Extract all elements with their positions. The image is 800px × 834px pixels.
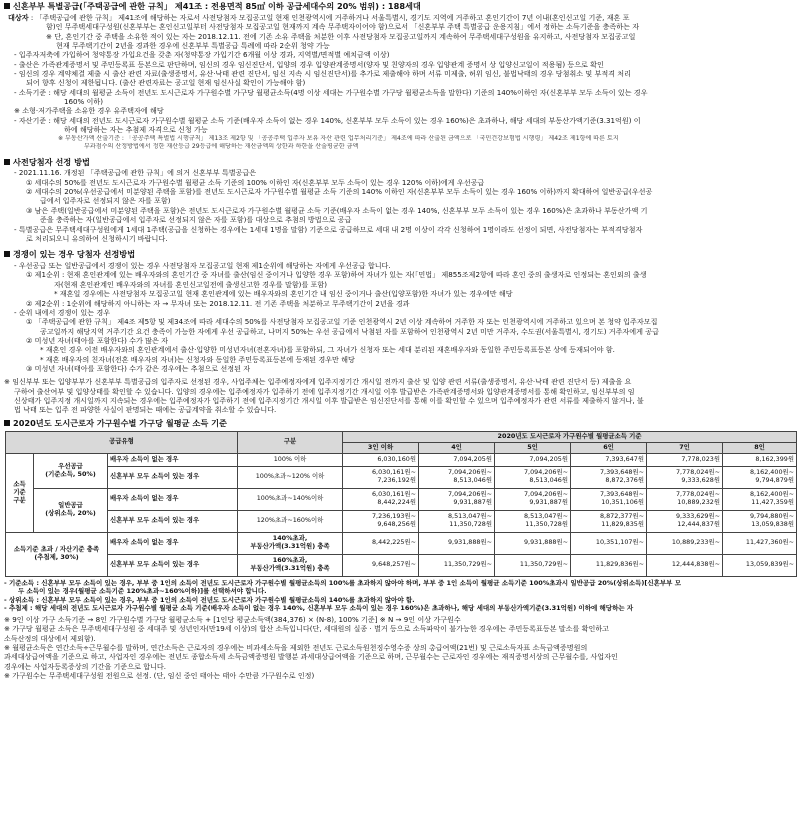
cell-value: 11,427,360원~ — [723, 532, 797, 554]
final-note: ※ 월평균소득은 연간소득÷근무월수를 말하며, 연간소득은 근로자의 경우에는 비과세소득을 제외한 전년도 근로소득원천징수영수증 상의 총급여액(21번) 및 근로소득자표 소득금액증명원의 — [4, 643, 588, 653]
method-line: 준을 충족하는 자(일반공급에서 입주자로 선정되지 않은 자를 포함)를 대상으로 추첨의 방법으로 공급 — [40, 215, 352, 225]
compete-line: * 재혼 배우자의 친자녀(전혼 배우자의 자녀)는 신청자와 동일한 주민등록표등본에 등재된 경우만 해당 — [40, 354, 355, 364]
square-bullet-icon — [4, 3, 10, 9]
final-note: ※ 가구원수는 무주택세대구성원 전원으로 선정. (단, 임신 중인 태아는 태아 수만큼 가구원수로 인정) — [4, 671, 315, 681]
header-size: 7인 — [647, 442, 723, 453]
rule-line: 하에 해당하는 자는 추첨제 자격으로 신청 가능 — [64, 125, 208, 135]
table-row — [6, 510, 797, 532]
notice-line: 구하여 출산여부 및 입양상태를 확인할 수 있습니다. 입양의 경우에는 입주예정자가 입주하기 전에 입주지정기간 개시일 이후 발급받은 가족관계증명서와 입양관계증명서를 통해 확인하고, 임신부부의 임 — [14, 386, 635, 396]
compete-line: ③ 미성년 자녀(태아를 포함한다) 수가 같은 경우에는 추첨으로 선정된 자 — [26, 364, 251, 374]
cell-range: 100%초과~120% 이하 — [238, 466, 343, 488]
cell-value: 9,794,880원~ 13,059,838원 — [723, 510, 797, 532]
cell-value: 12,444,838원~ — [647, 554, 723, 576]
rule-line: 되어 향후 신청이 제한됩니다. (출산 관련자료는 공고일 현재 임신사실 확인이 가능해야 함) — [26, 78, 306, 88]
cell-value: 9,648,257원~ — [343, 554, 419, 576]
rule-line: - 임신의 경우 계약체결 제출 시 출산 관련 자료(출생증명서, 유산·낙태 관련 진단서, 임신 지속 시 임신진단서)를 추가로 제출해야 하며 서류 미제출, 허위 임신, 불법낙태의 경우 당첨취소 및 부적격 처리 — [14, 68, 631, 78]
cell-who: 배우자 소득이 없는 경우 — [108, 532, 238, 554]
square-bullet-icon — [4, 159, 10, 165]
method-line: 급에서 입주자로 선정되지 않은 자를 포함) — [40, 196, 171, 206]
compete-line: ① 「주택공급에 관한 규칙」 제4조 제5항 및 제34조에 따라 세대수의 50%를 사전당첨자 모집공고일 기준 인천광역시 2년 이상 계속하여 거주한 자 또는 인천광역시에 거주하고 있으며 본 청약 입주자모집 — [26, 317, 658, 327]
cell-range: 100% 이하 — [238, 453, 343, 466]
target-label: 대상자 — [8, 12, 29, 22]
header-size: 4인 — [419, 442, 495, 453]
final-note: ※ 가구당 월평균 소득은 무주택세대구성원 중 세대주 및 성년인자(만19세 이상)의 합산 소득입니다(단, 세대원의 실종 · 별거 등으로 소득파악이 불가능한 경우에는 주민등록표등본 말소를 확인하고 — [4, 624, 610, 634]
cell-value: 13,059,839원~ — [723, 554, 797, 576]
cell-priority-supply: 우선공급 (기준소득, 50%) — [34, 453, 108, 488]
compete-line: ② 미성년 자녀(태아를 포함한다) 수가 많은 자 — [26, 335, 168, 345]
compete-line: - 우선공급 또는 일반공급에서 경쟁이 있는 경우 사전당첨자 모집공고일 현재 제1순위에 해당하는 자에게 우선공급 합니다. — [14, 261, 391, 271]
section-heading-income-table: 2020년도 도시근로자 가구원수별 가구당 월평균 소득 기준 — [4, 418, 796, 429]
rule-line: - 자산기준 : 해당 세대의 전년도 도시근로자 가구원수별 월평균 소득 기준(배우자 소득이 없는 경우 140%, 신혼부부 모두 소득이 있는 경우 160%)은 초과하나, 해당 세대의 부동산가액기준(3.31억원) 이 — [14, 115, 641, 125]
header-size: 3인 이하 — [343, 442, 419, 453]
notice-line: ※ 임신부부 또는 입양부부가 신혼부부 특별공급의 입주자로 선정된 경우, 사업주체는 입주예정자에게 입주지정기간 개시일 전까지 출산 및 입양 관련 서류(출생증명서, 유산·낙태 관련 진단서 등) 제출을 요 — [4, 377, 632, 387]
small-footnote: ※ 부동산가액 산출기준 : 「공공주택 특별법 시행규칙」 제13조 제2항 및 「공공주택 입주자 보유 자산 관련 업무처리기준」 제4조에 따라 산출된 금액으로 「국민건강보험법 시행령」 제42조 제1항에 따른 토지 — [58, 134, 619, 142]
cell-value: 9,931,888원~ — [419, 532, 495, 554]
header-size: 5인 — [495, 442, 571, 453]
final-note: 경우에는 사업자등록증상의 기간을 기준으로 합니다. — [4, 661, 167, 671]
square-bullet-icon — [4, 251, 10, 257]
compete-line: * 재혼인 경우 이전 배우자와의 혼인관계에서 출산·입양한 미성년자녀(전혼자녀)를 포함하되, 그 자녀가 신청자 또는 세대 분리된 재혼배우자와 동일한 주민등록표등본 상에 등재되어야 함. — [40, 345, 615, 355]
cell-value: 8,162,400원~ 9,794,879원 — [723, 466, 797, 488]
rule-line: ※ 소형·저가주택을 소유한 경우 유주택자에 해당 — [14, 106, 164, 116]
table-note: - 상위소득 : 신혼부부 모두 소득이 있는 경우, 부부 중 1인의 소득이 전년도 도시근로자 가구원수별 월평균소득의 140%를 초과하지 않아야 함. — [4, 595, 415, 604]
cell-who: 배우자 소득이 없는 경우 — [108, 488, 238, 510]
square-bullet-icon — [4, 420, 10, 426]
method-line: ① 세대수의 50%를 전년도 도시근로자 가구원수별 월평균 소득 기준의 100% 이하인 자(신혼부부 모두 소득이 있는 경우 120% 이하)에게 우선공급 — [26, 177, 485, 187]
rule-line: - 출산은 가족관계증명서 및 주민등록표 등본으로 판단하며, 임신의 경우 임신진단서, 입양의 경우 입양관계증명서(양자 및 친양자의 경우 입양관계 증명서 상 입양신고일이 적용됨) 등으로 확인 — [14, 59, 604, 69]
cell-range: 140%초과, 부동산가액(3.31억원) 충족 — [238, 532, 343, 554]
cell-value: 7,778,024원~ 9,333,628원 — [647, 466, 723, 488]
cell-value: 8,872,377원~ 11,829,835원 — [571, 510, 647, 532]
cell-value: 9,333,629원~ 12,444,837원 — [647, 510, 723, 532]
table-row — [6, 554, 797, 576]
rule-line: 160% 이하) — [64, 97, 104, 107]
method-line: - 2021.11.16. 개정된 「주택공급에 관한 규칙」에 의거 신혼부부 특별공급은 — [14, 168, 257, 178]
cell-value: 7,094,206원~ 9,931,887원 — [419, 488, 495, 510]
section-heading-method: 사전당첨자 선정 방법 — [4, 157, 796, 168]
method-line: - 특별공급은 무주택세대구성원에게 1세대 1주택(공급을 신청하는 경우에는 1세대 1명을 말함) 기준으로 공급하므로 세대 내 2명 이상이 각각 신청하여 1명이라도 선정이 되면, 사전당첨자는 부적격당첨자 — [14, 224, 643, 234]
cell-who: 배우자 소득이 없는 경우 — [108, 453, 238, 466]
cell-value: 11,350,729원~ — [495, 554, 571, 576]
table-note: - 기준소득 : 신혼부부 모두 소득이 있는 경우, 부부 중 1인의 소득이 전년도 도시근로자 가구원수별 월평균소득의 100%를 초과하지 않아야 하며, 부부 중 1인 소득이 월평균 소득기준 100%초과시 일반공급 20%(상위소득)[신혼부부 모 — [4, 578, 681, 587]
cell-who: 신혼부부 모두 소득이 있는 경우 — [108, 554, 238, 576]
cell-range: 160%초과, 부동산가액(3.31억원) 충족 — [238, 554, 343, 576]
notice-line: 신상태가 입주지정 개시일까지 지속되는 경우에는 입주예정자가 입주하기 전에 입주지정기간 개시일 이후 발급받은 임신진단서를 통해 이를 확인할 수 있으며 입주예정자가 관련 서류를 제출하지 않거나, 불 — [14, 396, 644, 406]
small-footnote: 부과점수의 산정방법에서 정한 재산등급 29등급에 해당하는 재산금액의 상한과 하한을 산술평균한 금액 — [84, 142, 359, 150]
cell-who: 신혼부부 모두 소득이 있는 경우 — [108, 510, 238, 532]
header-division: 구분 — [238, 431, 343, 453]
header-income-standard: 2020년도 도시근로자 가구원수별 월평균소득 기준 — [343, 431, 797, 442]
cell-value: 6,030,161원~ 8,442,224원 — [343, 488, 419, 510]
final-note: 과세대상급여액을 기준으로 하고, 사업자인 경우에는 전년도 종합소득세 소득금액증명원 발행분 과세대상급여액을 기준으로 하며, 근무월수는 근로자인 경우에는 재직증명서상의 근무월수를, 사업자인 — [4, 652, 618, 662]
cell-range: 100%초과~140%이하 — [238, 488, 343, 510]
cell-value: 8,513,047원~ 11,350,728원 — [419, 510, 495, 532]
final-note: 소득산정의 대상에서 제외함). — [4, 633, 96, 643]
table-row — [6, 488, 797, 510]
compete-line: 공고일까지 해당지역 거주기간 요건 충족이 가능한 자에게 우선 공급하고, 나머지 50%는 우선 공급에서 낙첨된 자를 포함하여 인천광역시 2년 미만 거주자, 수도권(서울특별시, 경기도) 거주자에게 공급 — [40, 326, 659, 336]
cell-value: 7,094,205원 — [419, 453, 495, 466]
compete-line: * 재혼일 경우에는 사전당첨자 모집공고일 현재 혼인관계에 있는 배우자와의 혼인기간 내 임신 중이거나 출산(입양포함)한 자녀가 있는 경우에만 해당 — [54, 289, 513, 299]
method-line: 로 처리되오니 유의하여 신청하시기 바랍니다. — [26, 233, 168, 243]
income-table — [5, 431, 797, 577]
header-size: 8인 — [723, 442, 797, 453]
cell-value: 7,094,206원~ 8,513,046원 — [495, 466, 571, 488]
cell-value: 7,778,023원 — [647, 453, 723, 466]
table-row — [6, 532, 797, 554]
cell-value: 8,442,225원~ — [343, 532, 419, 554]
table-note: - 추첨제 : 해당 세대의 전년도 도시근로자 가구원수별 월평균 소득 기준(배우자 소득이 없는 경우 140%, 신혼부부 모두 소득이 있는 경우 160%)은 초과하나, 해당 세대의 부동산가액기준(3.31억원) 이하에 해당하는 자 — [4, 604, 634, 613]
cell-who: 신혼부부 모두 소득이 있는 경우 — [108, 466, 238, 488]
cell-value: 8,513,047원~ 11,350,728원 — [495, 510, 571, 532]
cell-value: 10,889,233원~ — [647, 532, 723, 554]
cell-value: 6,030,160원 — [343, 453, 419, 466]
rule-line: - 입주자저축에 가입하여 청약통장 가입요건을 갖춘 자(청약통장 가입기간 6개월 이상 경과, 지역별/면적별 예치금액 이상) — [14, 50, 390, 60]
cell-value: 10,351,107원~ — [571, 532, 647, 554]
cell-value: 7,393,648원~ 10,351,106원 — [571, 488, 647, 510]
rule-line: - 소득기준 : 해당 세대의 월평균 소득이 전년도 도시근로자 가구원수별 가구당 월평균소득(4명 이상 세대는 가구원수별 가구당 월평균소득을 말한다) 기준의 140%이하인 자(신혼부부 모두 소득이 있는 경우 — [14, 87, 648, 97]
section-heading-newlywed: 신혼부부 특별공급(「주택공급에 관한 규칙」 제41조 : 전용면적 85㎡ 이하 공급세대수의 20% 범위) : 188세대 — [4, 1, 796, 12]
cell-value: 7,094,206원~ 8,513,046원 — [419, 466, 495, 488]
table-header-row — [6, 431, 797, 442]
cell-range: 120%초과~160%이하 — [238, 510, 343, 532]
compete-line: ① 제1순위 : 현재 혼인관계에 있는 배우자와의 혼인기간 중 자녀를 출산(임신 중이거나 입양한 경우 포함)하여 자녀가 있는 자(「민법」 제855조제2항에 따라 혼인 중의 출생자로 인정되는 혼인외의 출생 — [26, 270, 647, 280]
cell-value: 7,094,205원 — [495, 453, 571, 466]
cell-value: 6,030,161원~ 7,236,192원 — [343, 466, 419, 488]
cell-value: 11,829,836원~ — [571, 554, 647, 576]
final-note: ※ 9인 이상 가구 소득기준 → 8인 가구원수별 가구당 월평균소득 + [1인당 평균소득액(384,376) × (N-8), 100% 기준] ※ N → 9인 이상 가구원수 — [4, 614, 461, 624]
compete-line: - 순위 내에서 경쟁이 있는 경우 — [14, 307, 111, 317]
cell-asset-category: 소득기준 초과 / 자산기준 충족 (추첨제, 30%) — [6, 532, 108, 576]
target-line: 현재 무주택기간이 2년을 경과한 경우에 신혼부부 특별공급 특례에 따라 2순위 청약 가능 — [56, 40, 330, 50]
cell-value: 7,778,024원~ 10,889,232원 — [647, 488, 723, 510]
cell-value: 7,094,206원~ 9,931,887원 — [495, 488, 571, 510]
cell-value: 11,350,729원~ — [419, 554, 495, 576]
method-line: ③ 남은 주택(일반공급에서 미분양된 주택을 포함)은 전년도 도시근로자 가구원수별 월평균 소득 기준(배우자 소득이 없는 경우 140%, 신혼부부 모두 소득이 있는 경우 160%)은 초과하나 부동산가액 기 — [26, 205, 648, 215]
target-line: ※ 단, 혼인기간 중 주택을 소유한 적이 있는 자는 2018.12.11. 전에 기존 소유 주택을 처분한 이후 사전당첨자 모집공고일까지 계속하여 무주택세대구성원을 유지하고, 사전당첨자 모집공고일 — [46, 31, 636, 41]
compete-line: 자(현재 혼인관계인 배우자와의 자녀를 혼인신고일전에 출생신고한 경우를 말함)를 포함) — [54, 279, 328, 289]
header-supply-type: 공급유형 — [6, 431, 238, 453]
cell-value: 7,236,193원~ 9,648,256원 — [343, 510, 419, 532]
method-line: ② 세대수의 20%(우선공급에서 미분양된 주택을 포함)를 전년도 도시근로자 가구원수별 월평균 소득 기준의 140% 이하인 자(신혼부부 모두 소득이 있는 경우 160% 이하)까지 확대하여 일반공급(우선공 — [26, 187, 653, 197]
cell-income-category: 소득 기준 구분 — [6, 453, 34, 532]
target-line — [4, 13, 796, 22]
cell-value: 7,393,647원 — [571, 453, 647, 466]
compete-line: ② 제2순위 : 1순위에 해당하지 아니하는 자 → 무자녀 또는 2018.12.11. 전 기존 주택을 처분하고 무주택기간이 2년을 경과 — [26, 298, 410, 308]
cell-value: 7,393,648원~ 8,872,376원 — [571, 466, 647, 488]
table-row — [6, 466, 797, 488]
notice-line: 법 낙태 또는 입주 전 파양한 사실이 판명되는 때에는 공급계약을 취소할 수 있습니다. — [14, 405, 277, 415]
cell-value: 9,931,888원~ — [495, 532, 571, 554]
cell-general-supply: 일반공급 (상위소득, 20%) — [34, 488, 108, 532]
target-text: : 「주택공급에 관한 규칙」 제41조에 해당하는 자로서 사전당첨자 모집공고일 현재 인천광역시에 거주하거나 서울특별시, 경기도 지역에 거주하고 혼인기간이 7년 이내(혼인신고일 기준, 재혼 포 — [28, 12, 630, 22]
cell-value: 8,162,400원~ 11,427,359원 — [723, 488, 797, 510]
cell-value: 8,162,399원 — [723, 453, 797, 466]
section-heading-competition: 경쟁이 있는 경우 당첨자 선정방법 — [4, 249, 796, 260]
table-note: 두 소득이 있는 경우(월평균 소득기준 120%초과~160%이하)]를 선택하셔야 합니다. — [18, 587, 267, 596]
table-row — [6, 453, 797, 466]
header-size: 6인 — [571, 442, 647, 453]
target-line: 함)인 무주택세대구성원(신혼부부는 혼인신고일부터 사전당첨자 모집공고일 현재까지 계속 무주택자이어야 함)으로서 「신혼부부 주택 특별공급 운용지침」에서 정하는 소득기준을 충족하는 자 — [46, 22, 640, 32]
